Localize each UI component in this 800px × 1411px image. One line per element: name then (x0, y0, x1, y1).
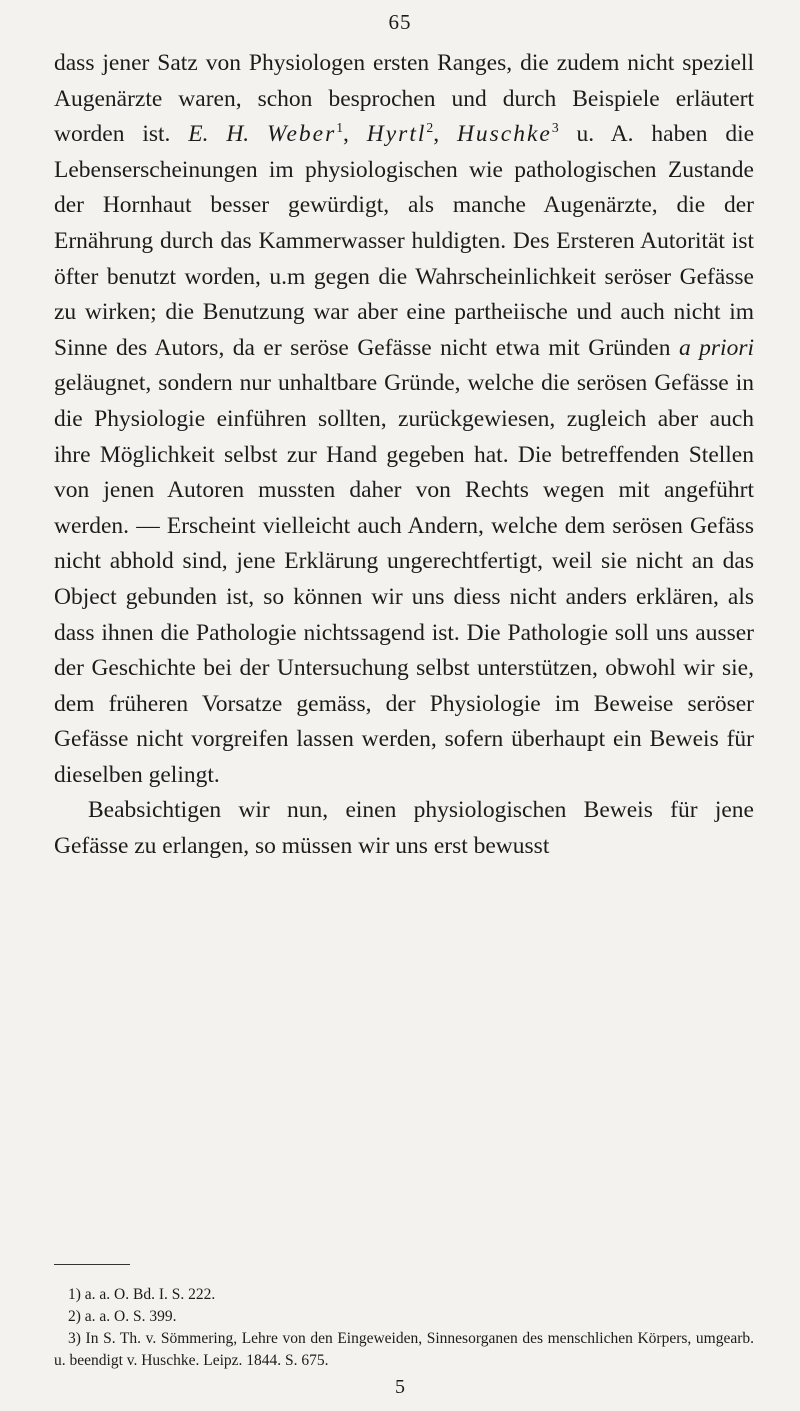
author-huschke: Huschke (456, 121, 552, 148)
footnote-text: In S. Th. v. Sömmering, Lehre von den Eingeweiden, Sinnesorganen des menschlichen Körpers, umgearb. u. beendigt v. Huschke. Leipz. 1844. S. 675. (54, 1330, 754, 1369)
paragraph-2: Beabsichtigen wir nun, einen physiologischen Beweis für jene Gefässe zu erlangen, so müssen wir uns erst bewusst (54, 797, 754, 860)
footnote-separator (54, 1264, 130, 1265)
p1-sentence-1: dass jener Satz von Physiologen ersten Ranges, die zudem nicht speziell Augenärzte waren, schon besprochen und durch Beispiele erläutert worden ist. (54, 50, 754, 148)
footnote-ref-3: 3 (551, 120, 559, 136)
author-weber-initials: E. H. (188, 121, 250, 148)
footnote-3 (54, 1328, 754, 1372)
footnote-text: a. a. O. Bd. I. S. 222. (84, 1286, 216, 1303)
footnote-mark: 2) (68, 1308, 81, 1325)
author-weber: Weber (267, 121, 337, 148)
author-hyrtl: Hyrtl (366, 121, 427, 148)
footnote-2 (54, 1306, 754, 1328)
footnotes (54, 1284, 754, 1372)
signature-mark: 5 (395, 1376, 405, 1398)
page-number: 65 (388, 10, 412, 34)
paragraph-1: dass jener Satz von Physiologen ersten Ranges, die zudem nicht speziell Augenärzte waren, schon besprochen und durch Beispiele erläutert worden ist. E. H. Weber$^1$, Hyrtl$^2$, Huschke$^3$ u. A. haben die Lebenserscheinungen im physiologischen wie pathologischen Zustande der Hornhaut besser gewürdigt, als manche Augenärzte, die der Ernährung durch das Kammerwasser huldigten. Des Ersteren Autorität ist öfter benutzt worden, u.m gegen die Wahrscheinlichkeit seröser Gefässe zu wirken; die Benutzung war aber eine partheiische und auch nicht im Sinne des Autors, da er seröse Gefässe nicht etwa mit Gründen a priori geläugnet, sondern nur unhaltbare Gründe, welche die serösen Gefässe in die Physiologie einführen sollten, zurückgewiesen, zugleich aber auch ihre Möglichkeit selbst zur Hand gegeben hat. Die betreffenden Stellen von jenen Autoren mussten daher von Rechts wegen mit angeführt werden. — Erscheint vielleicht auch Andern, welche dem serösen Gefäss nicht abhold sind, jene Erklärung ungerechtfertigt, weil sie nicht an das Object gebunden ist, so können wir uns diess nicht anders erklären, als dass ihnen die Pathologie nichtssagend ist. Die Pathologie soll uns ausser der Geschichte bei der Untersuchung selbst unterstützen, obwohl wir sie, dem früheren Vorsatze gemäss, der Physiologie im Beweise seröser Gefässe nicht vorgreifen lassen werden, sofern überhaupt ein Beweis für dieselben gelingt. (54, 50, 755, 788)
body-text (54, 46, 754, 865)
footnote-ref-2: 2 (426, 120, 434, 136)
footnote-1 (54, 1284, 754, 1306)
footnote-mark: 1) (68, 1286, 81, 1303)
footnote-ref-1: 1 (336, 120, 344, 136)
footnote-text: a. a. O. S. 399. (84, 1308, 177, 1325)
p1-sentence-3: geläugnet, sondern nur unhaltbare Gründe, welche die serösen Gefässe in die Physiologie einführen sollten, zurückgewiesen, zugleich aber auch ihre Möglichkeit selbst zur Hand gegeben hat. Die betreffenden Stellen von jenen Autoren mussten daher von Rechts wegen mit angeführt werden. — Erscheint vielleicht auch Andern, welche dem serösen Gefäss nicht abhold sind, jene Erklärung ungerechtfertigt, weil sie nicht an das Object gebunden ist, so können wir uns diess nicht anders erklären, als dass ihnen die Pathologie nichtssagend ist. Die Pathologie soll uns ausser der Geschichte bei der Untersuchung selbst unterstützen, obwohl wir sie, dem früheren Vorsatze gemäss, der Physiologie im Beweise seröser Gefässe nicht vorgreifen lassen werden, sofern überhaupt ein Beweis für dieselben gelingt. (54, 370, 754, 788)
footnote-mark: 3) (68, 1330, 81, 1347)
p1-sentence-2: u. A. haben die Lebenserscheinungen im physiologischen wie pathologischen Zustande der Hornhaut besser gewürdigt, als manche Augenärzte, die der Ernährung durch das Kammerwasser huldigten. Des Ersteren Autorität ist öfter benutzt worden, u.m gegen die Wahrscheinlichkeit seröser Gefässe zu wirken; die Benutzung war aber eine partheiische und auch nicht im Sinne des Autors, da er seröse Gefässe nicht etwa mit Gründen (54, 121, 755, 361)
a-priori-term: a priori (678, 334, 754, 361)
